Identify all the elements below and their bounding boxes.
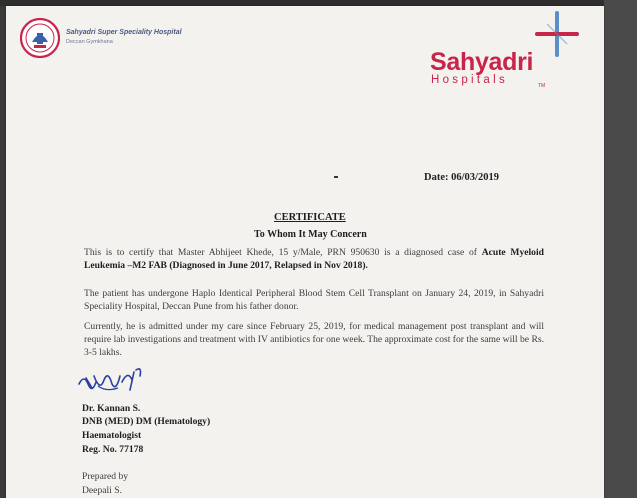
- diagnosis-paragraph: [84, 246, 544, 272]
- doctor-qualification: DNB (MED) DM (Hematology): [82, 416, 211, 427]
- prepared-by-name: Deepali S.: [82, 485, 122, 496]
- brand-name: Sahyadri: [430, 48, 534, 76]
- brand-subtitle: Hospitals: [431, 74, 508, 86]
- seal-org-name: Sahyadri Super Speciality Hospital: [66, 29, 182, 36]
- brand-trademark: TM: [538, 83, 546, 89]
- doctor-name: Dr. Kannan S.: [82, 403, 141, 414]
- transplant-paragraph: The patient has undergone Haplo Identical Peripheral Blood Stem Cell Transplant on January 24, 2019, in Sahyadri Speciality Hospital, Deccan Pune from his father donor.: [84, 288, 544, 312]
- hospital-seal-icon: [20, 18, 60, 58]
- diagnosis-text: This is to certify that Master Abhijeet Khede, 15 y/Male, PRN 950630 is a diagnosed case of: [84, 247, 482, 258]
- doctor-designation: Haematologist: [82, 430, 142, 441]
- doctor-signature: [76, 362, 146, 398]
- letter-page: [6, 6, 604, 498]
- diagnosis-bold: Acute Myeloid Leukemia –M2 FAB (Diagnosed in June 2017, Relapsed in Nov 2018).: [84, 247, 544, 271]
- seal-org-location: Deccan Gymkhana: [66, 39, 113, 45]
- certificate-title: CERTIFICATE: [274, 212, 346, 223]
- cost-paragraph: Currently, he is admitted under my care since February 25, 2019, for medical management post transplant and will require lab investigations and treatment with IV antibiotics for one week. The approximate cost for the same will be Rs. 3-5 lakhs.: [84, 321, 544, 358]
- doctor-registration: Reg. No. 77178: [82, 444, 144, 455]
- salutation: To Whom It May Concern: [254, 229, 367, 240]
- scan-speck: [334, 176, 338, 178]
- prepared-by-label: Prepared by: [82, 471, 129, 482]
- letter-date: Date: 06/03/2019: [424, 172, 499, 183]
- scan-border-right: [604, 0, 637, 498]
- sahyadri-cross-icon: [533, 10, 581, 58]
